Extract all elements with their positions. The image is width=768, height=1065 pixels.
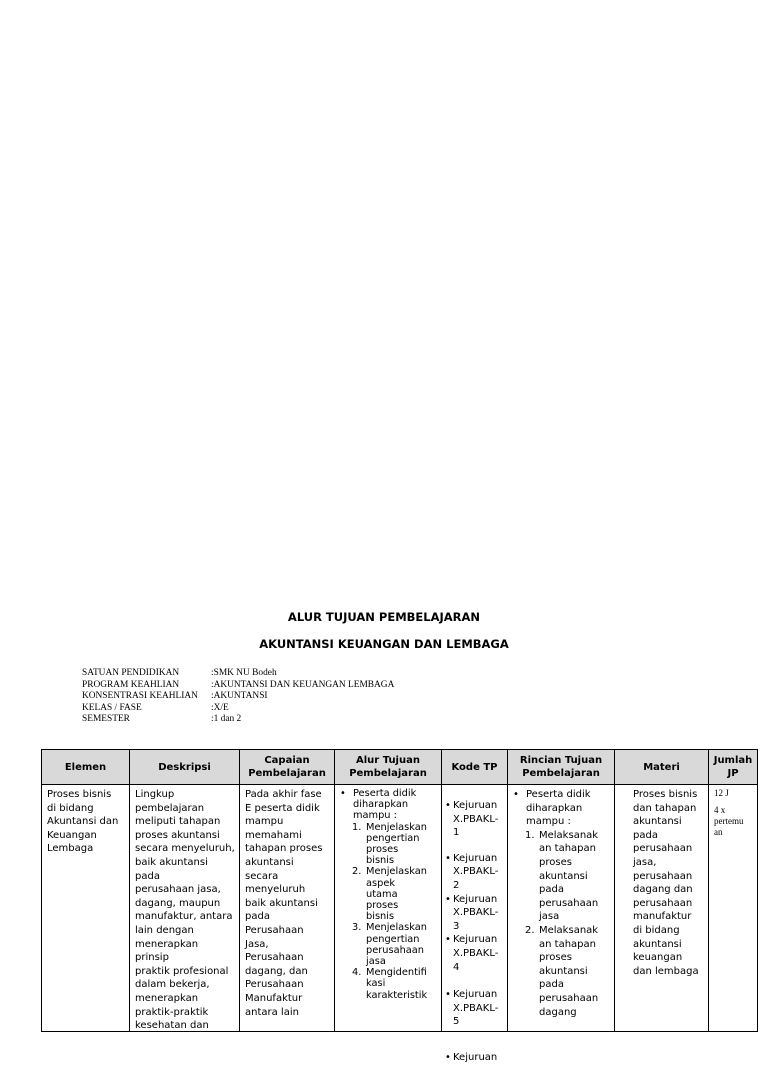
- bullet-mark: •: [340, 788, 346, 799]
- text-line: kasi: [366, 978, 386, 990]
- text-line: Kejuruan: [453, 800, 498, 811]
- text-line: Kejuruan: [453, 934, 498, 946]
- info-row: [82, 668, 394, 680]
- text-line: an tahapan: [539, 843, 596, 855]
- kode-tp-item: [445, 933, 503, 974]
- text-line: karakteristik: [366, 989, 428, 1001]
- materi-line: dagang dan: [633, 884, 693, 896]
- rincian-item: [525, 829, 610, 924]
- text-line: X.PBAKL-1: [453, 813, 499, 839]
- header-line: Alur Tujuan: [356, 755, 420, 766]
- text-line: jasa: [366, 956, 386, 968]
- table-row: [42, 785, 758, 1032]
- document-title: ALUR TUJUAN PEMBELAJARAN: [287, 610, 481, 624]
- text-line: proses: [366, 900, 399, 912]
- capaian-line: Jasa,: [245, 938, 269, 950]
- deskripsi-line: meliputi tahapan: [135, 816, 221, 828]
- materi-line: dan lembaga: [633, 965, 699, 977]
- info-row: [82, 691, 394, 703]
- cell-elemen: [42, 785, 130, 1032]
- elemen-line: di bidang: [47, 802, 94, 814]
- item-number: 1.: [352, 821, 362, 833]
- header-line: Capaian: [264, 755, 310, 766]
- alur-item: [352, 822, 437, 867]
- text-line: mampu :: [353, 810, 397, 822]
- info-row: [82, 714, 394, 726]
- header-rincian: [508, 750, 615, 785]
- capaian-line: dagang, dan: [245, 965, 308, 977]
- info-value: :X/E: [211, 702, 229, 713]
- text-line: Peserta didik: [526, 789, 591, 800]
- text-line: X.PBAKL-5: [453, 1002, 499, 1028]
- text-line: 4 x: [714, 805, 726, 815]
- capaian-line: baik akuntansi: [245, 897, 318, 909]
- materi-line: perusahaan: [633, 843, 693, 855]
- header-materi: Materi: [615, 750, 709, 785]
- identity-block: [82, 668, 394, 726]
- text-line: pada: [539, 979, 564, 991]
- text-line: Menjelaskan: [366, 922, 427, 934]
- kode-text: [453, 1051, 497, 1065]
- capaian-line: antara lain: [245, 1006, 299, 1018]
- item-text: [366, 866, 427, 922]
- alur-item: [352, 866, 437, 922]
- text-line: X.PBAKL-2: [453, 866, 499, 891]
- elemen-line: Keuangan: [47, 829, 97, 841]
- cell-deskripsi: [130, 785, 240, 1032]
- item-text: [539, 924, 598, 1019]
- text-line: X.PBAKL-4: [453, 947, 499, 973]
- text-line: Kejuruan: [453, 893, 498, 905]
- text-line: mampu :: [526, 816, 571, 828]
- header-line: Pembelajaran: [248, 768, 326, 779]
- capaian-line: Manufaktur: [245, 992, 303, 1004]
- text-line: Kejuruan: [453, 1051, 498, 1063]
- kode-tp-item: [445, 893, 503, 934]
- rincian-intro-text: [526, 788, 591, 829]
- item-text: [366, 967, 427, 1001]
- alur-intro: [340, 788, 437, 822]
- text-line: perusahaan: [539, 992, 599, 1004]
- cell-alur: [335, 785, 442, 1032]
- text-line: bisnis: [366, 911, 395, 923]
- jumlah-jp: 12 J: [714, 788, 729, 798]
- materi-line: manufaktur: [633, 911, 692, 923]
- text-line: diharapkan: [353, 799, 409, 811]
- text-line: dagang: [539, 1006, 577, 1018]
- header-line: Jumlah: [713, 755, 753, 766]
- deskripsi-line: secara menyeluruh,: [135, 843, 235, 855]
- text-line: an tahapan: [539, 938, 596, 950]
- info-value: :AKUNTANSI: [211, 691, 268, 702]
- text-line: Kejuruan: [453, 852, 498, 864]
- bullet-mark: •: [513, 789, 519, 800]
- cell-rincian: [508, 785, 615, 1032]
- text-line: Melaksanak: [539, 829, 599, 841]
- capaian-line: tahapan proses: [245, 843, 323, 855]
- capaian-line: mampu: [245, 816, 284, 828]
- capaian-line: memahami: [245, 829, 302, 841]
- kode-tp-item: [445, 1051, 503, 1065]
- item-text: [539, 829, 598, 924]
- deskripsi-line: menerapkan: [135, 992, 199, 1004]
- kode-text: [453, 893, 503, 934]
- header-elemen: Elemen: [42, 750, 130, 785]
- info-value: :SMK NU Bodeh: [211, 668, 277, 678]
- item-number: 4.: [352, 967, 362, 979]
- text-line: perusahaan: [539, 897, 599, 909]
- deskripsi-line: kesehatan dan: [135, 1020, 209, 1032]
- header-capaian: [240, 750, 335, 785]
- text-line: pada: [539, 884, 564, 896]
- cell-kode: [442, 785, 508, 1063]
- text-line: pengertian: [366, 832, 420, 844]
- info-value: :1 dan 2: [211, 714, 242, 725]
- deskripsi-line: dagang, maupun: [135, 897, 221, 909]
- deskripsi-line: praktik profesional: [135, 965, 229, 977]
- info-label: SATUAN PENDIDIKAN: [82, 668, 180, 678]
- materi-line: keuangan: [633, 952, 683, 964]
- document-subtitle: AKUNTANSI KEUANGAN DAN LEMBAGA: [259, 637, 509, 651]
- materi-line: dan tahapan: [633, 802, 697, 814]
- materi-line: perusahaan: [633, 897, 693, 909]
- text-line: akuntansi: [539, 870, 588, 882]
- header-alur: [335, 750, 442, 785]
- item-text: [366, 922, 427, 967]
- bullet-mark: •: [445, 852, 451, 864]
- bullet-mark: •: [445, 989, 451, 1001]
- info-value: :AKUNTANSI DAN KEUANGAN LEMBAGA: [211, 679, 395, 690]
- item-number: 1.: [525, 829, 535, 841]
- kode-text: [453, 988, 503, 1029]
- deskripsi-line: baik akuntansi pada: [135, 856, 208, 882]
- text-line: Peserta didik: [353, 788, 417, 799]
- header-line: Rincian Tujuan: [519, 755, 603, 766]
- deskripsi-line: Lingkup: [135, 789, 175, 800]
- text-line: Menjelaskan: [366, 866, 427, 878]
- capaian-line: Pada akhir fase: [245, 789, 322, 800]
- info-label: SEMESTER: [82, 714, 130, 725]
- atp-table: [41, 749, 758, 1063]
- capaian-line: Perusahaan: [245, 952, 304, 964]
- bullet-mark: •: [445, 1051, 451, 1063]
- header-kode: Kode TP: [442, 750, 508, 785]
- bullet-mark: •: [445, 934, 451, 946]
- deskripsi-line: menerapkan prinsip: [135, 938, 199, 964]
- text-line: diharapkan: [526, 802, 583, 814]
- item-number: 3.: [352, 922, 362, 934]
- info-row: [82, 680, 394, 692]
- cell-capaian: [240, 785, 335, 1032]
- kode-tp-item: [445, 852, 503, 893]
- table-header-row: [42, 750, 758, 785]
- text-line: perusahaan: [366, 944, 425, 956]
- item-number: 2.: [352, 866, 362, 878]
- deskripsi-line: pembelajaran: [135, 802, 205, 814]
- capaian-line: secara: [245, 870, 279, 882]
- elemen-line: Proses bisnis: [47, 789, 112, 800]
- materi-line: akuntansi: [633, 938, 682, 950]
- text-line: proses: [366, 844, 399, 856]
- deskripsi-line: manufaktur, antara: [135, 911, 233, 923]
- kode-text: [453, 933, 503, 974]
- deskripsi-line: proses akuntansi: [135, 829, 220, 841]
- capaian-line: E peserta didik: [245, 802, 320, 814]
- kode-tp-item: [445, 988, 503, 1029]
- info-label: KELAS / FASE: [82, 702, 142, 713]
- text-line: Mengidentifi: [366, 967, 427, 979]
- text-line: X.PBAKL-3: [453, 907, 499, 932]
- materi-line: Proses bisnis: [633, 789, 698, 800]
- item-number: 2.: [525, 924, 535, 936]
- text-line: Kejuruan: [453, 989, 498, 1001]
- cell-materi: [615, 785, 709, 1032]
- capaian-line: Perusahaan: [245, 979, 304, 991]
- info-label: KONSENTRASI KEAHLIAN: [82, 691, 198, 702]
- header-line: Pembelajaran: [522, 768, 600, 779]
- item-text: [366, 822, 427, 867]
- kode-tp-item: [445, 799, 503, 840]
- capaian-line: Perusahaan: [245, 924, 304, 936]
- capaian-line: pada: [245, 911, 270, 923]
- deskripsi-line: dalam bekerja,: [135, 979, 210, 991]
- materi-line: di bidang: [633, 924, 680, 936]
- kode-text: [453, 799, 503, 840]
- elemen-line: Lembaga: [47, 843, 94, 855]
- materi-line: perusahaan: [633, 870, 693, 882]
- cell-jumlah: [709, 785, 758, 1032]
- alur-item: [352, 922, 437, 967]
- deskripsi-line: lain dengan: [135, 924, 194, 936]
- alur-item: [352, 967, 437, 1001]
- text-line: Melaksanak: [539, 924, 599, 936]
- materi-line: jasa,: [633, 856, 657, 868]
- elemen-line: Akuntansi dan: [47, 816, 119, 828]
- bullet-mark: •: [445, 893, 451, 905]
- header-jumlah: [709, 750, 758, 785]
- text-line: Menjelaskan: [366, 821, 427, 833]
- kode-text: [453, 852, 503, 893]
- rincian-intro: [513, 788, 610, 829]
- text-line: utama: [366, 888, 398, 900]
- header-line: Pembelajaran: [349, 768, 427, 779]
- text-line: proses: [539, 952, 572, 964]
- deskripsi-line: perusahaan jasa,: [135, 884, 221, 896]
- text-line: pengertian: [366, 933, 420, 945]
- text-line: an: [714, 827, 723, 837]
- text-line: proses: [539, 856, 572, 868]
- deskripsi-line: praktik-praktik: [135, 1006, 209, 1018]
- materi-line: pada: [633, 829, 658, 841]
- capaian-line: menyeluruh: [245, 884, 306, 896]
- text-line: akuntansi: [539, 965, 588, 977]
- alur-intro-text: [353, 788, 416, 822]
- rincian-item: [525, 924, 610, 1019]
- capaian-line: akuntansi: [245, 856, 294, 868]
- text-line: jasa: [539, 911, 560, 923]
- info-row: [82, 703, 394, 715]
- text-line: aspek: [366, 877, 396, 889]
- text-line: bisnis: [366, 855, 395, 867]
- materi-line: akuntansi: [633, 816, 682, 828]
- info-label: PROGRAM KEAHLIAN: [82, 679, 180, 690]
- header-line: JP: [727, 768, 739, 779]
- header-deskripsi: Deskripsi: [130, 750, 240, 785]
- text-line: pertemu: [714, 816, 744, 826]
- jumlah-pertemuan: [714, 805, 753, 838]
- bullet-mark: •: [445, 800, 451, 811]
